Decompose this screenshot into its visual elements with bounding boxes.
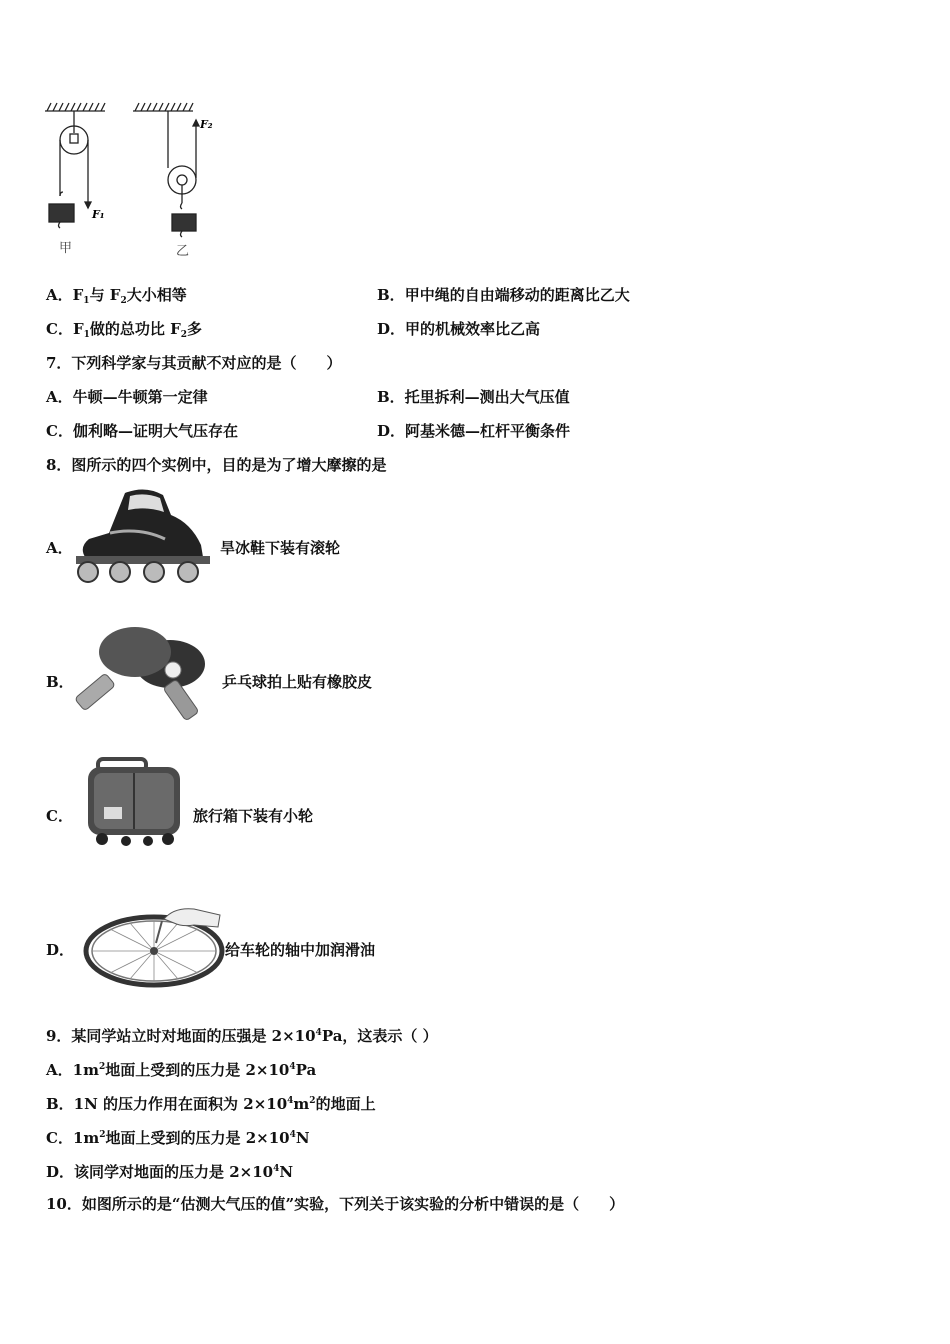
pulley-diagram [40,98,240,263]
q6-option-b[interactable]: B．甲中绳的自由端移动的距离比乙大 [377,286,630,304]
q8-option-b-caption: 乒乓球拍上贴有橡胶皮 [222,673,373,691]
label-jia: 甲 [59,241,73,256]
q7-option-d[interactable]: D．阿基米德—杠杆平衡条件 [377,422,571,440]
q8-stem: 8．图所示的四个实例中，目的是为了增大摩擦的是 [46,456,387,474]
ping-pong-paddle-icon [75,622,220,722]
q10-stem: 10．如图所示的是“估测大气压的值”实验，下列关于该实验的分析中错误的是（ ） [46,1195,625,1213]
q8-option-c-caption: 旅行箱下装有小轮 [193,807,314,825]
q8-option-a-letter[interactable]: A． [46,539,73,557]
force-f2-label: F₂ [200,118,213,131]
q6-option-c[interactable]: C．$F_1$做的总功比 $F_2$多 [46,320,203,340]
bicycle-wheel-icon [82,905,227,990]
q8-option-a-caption: 旱冰鞋下装有滚轮 [220,539,341,557]
option-letter: A． [46,286,73,304]
q8-option-c-letter[interactable]: C． [46,807,73,825]
q9-option-a[interactable]: A．$1m^2$地面上受到的压力是 $2\times 10^4Pa$ [46,1061,317,1079]
suitcase-icon [82,757,187,849]
force-f1-label: F₁ [92,208,105,221]
q7-option-b[interactable]: B．托里拆利—测出大气压值 [377,388,570,406]
q9-option-b[interactable]: B．1N 的压力作用在面积为 $2\times 10^4m^2$的地面上 [46,1095,376,1113]
q6-option-d[interactable]: D．甲的机械效率比乙高 [377,320,541,338]
q6-option-a[interactable]: A．$F_1$与 $F_2$大小相等 [46,286,187,306]
roller-skate-icon [70,488,215,586]
label-yi: 乙 [176,244,190,259]
q9-stem: 9．某同学站立时对地面的压强是 $2\times 10^4Pa$，这表示（ ） [46,1027,438,1045]
q7-option-c[interactable]: C．伽利略—证明大气压存在 [46,422,238,440]
q9-option-c[interactable]: C．$1m^2$地面上受到的压力是 $2\times 10^4N$ [46,1129,310,1147]
q7-option-a[interactable]: A．牛顿—牛顿第一定律 [46,388,208,406]
q8-option-b-letter[interactable]: B． [46,673,74,691]
q8-option-d-letter[interactable]: D． [46,941,75,959]
q7-stem: 7．下列科学家与其贡献不对应的是（ ） [46,354,342,372]
q9-option-d[interactable]: D．该同学对地面的压力是 $2\times 10^4N$ [46,1163,294,1181]
q8-option-d-caption: 给车轮的轴中加润滑油 [225,941,376,959]
